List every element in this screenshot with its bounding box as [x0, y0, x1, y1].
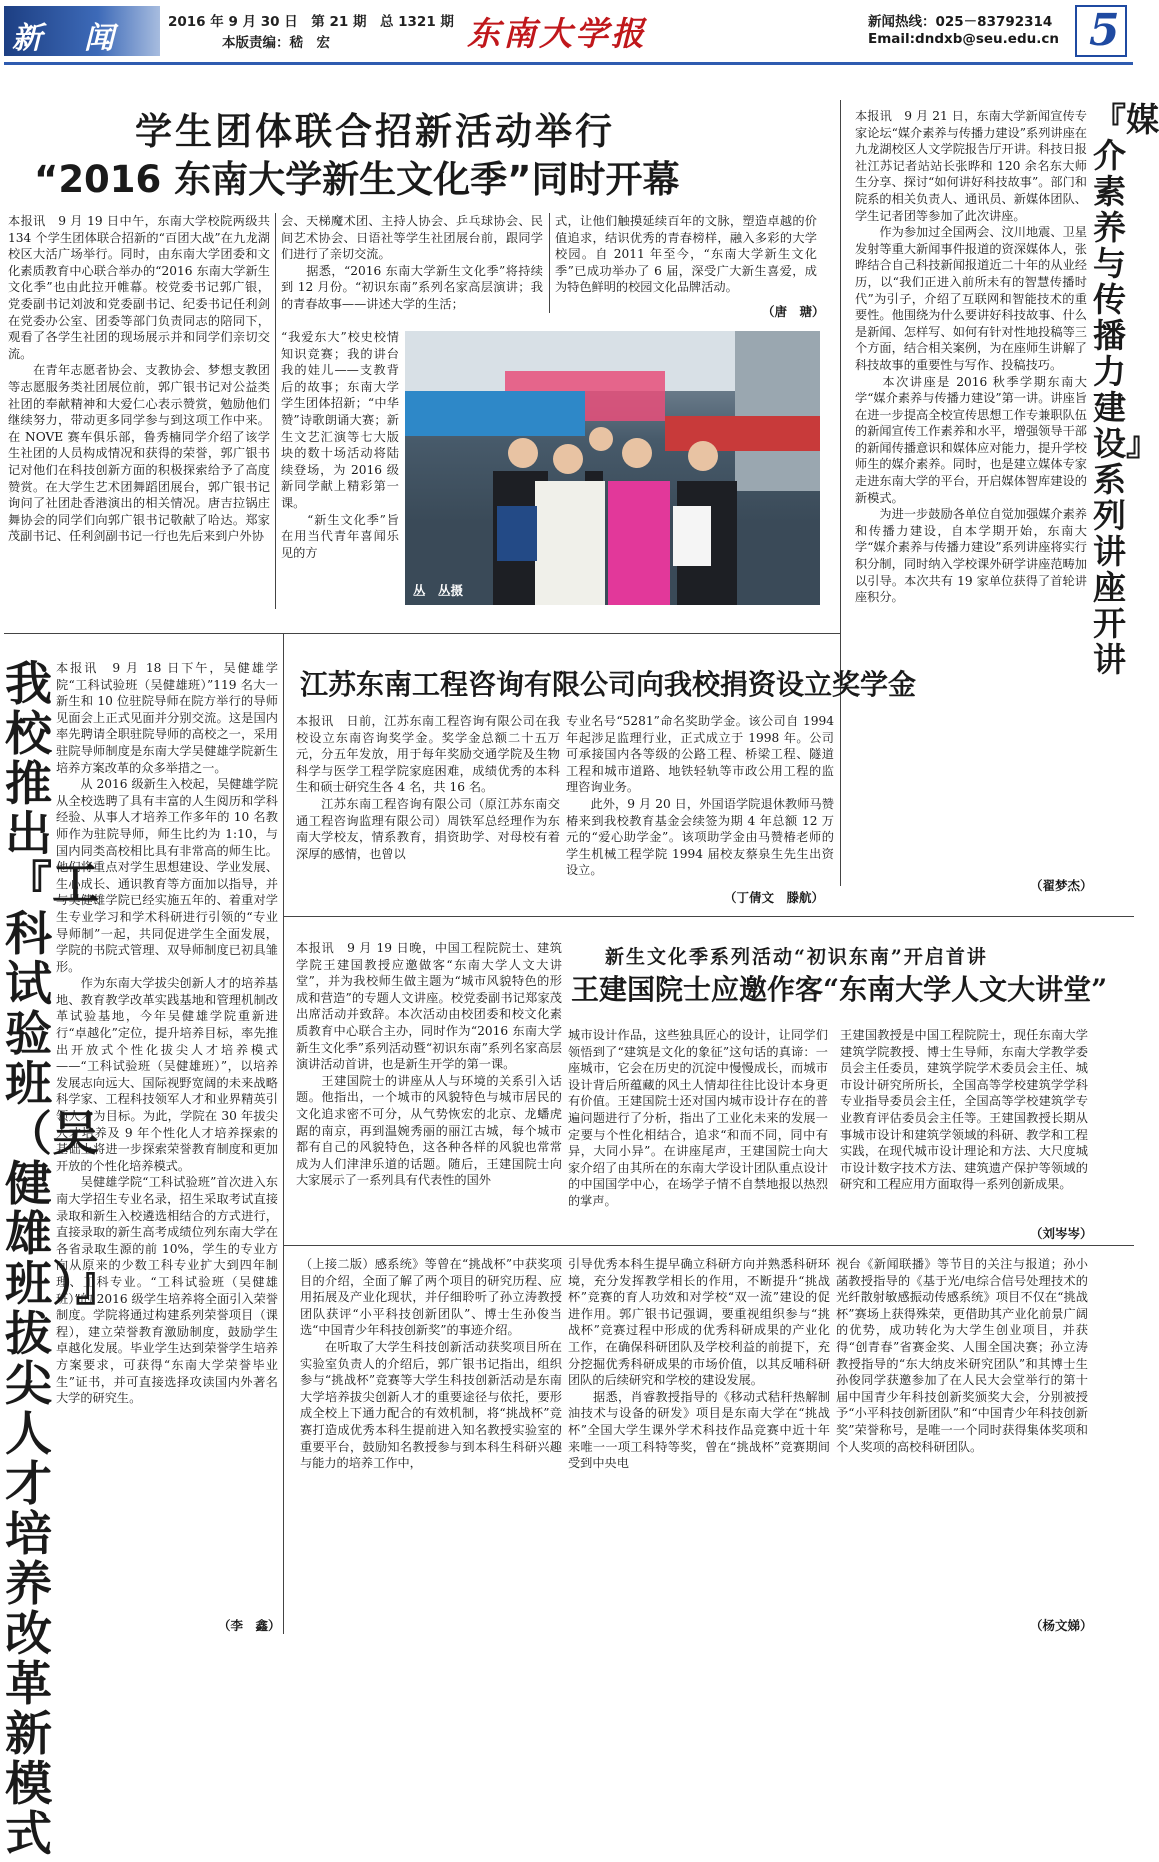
- article1-headline-2: “2016 东南大学新生文化季”同时开幕: [34, 158, 680, 201]
- article5-col-2: 城市设计作品，这些独具匠心的设计，让同学们领悟到了“建筑是文化的象征”这句话的真谛：一座城市，它会在历史的沉淀中慢慢成长，而城市设计背后所蕴藏的风土人情却往往比设计本身更有价值。王建国院士还对国内城市设计存在的普遍问题进行了分析，指出了工业化未来的发展一定要与个性化相结合，追求“和而不同，同中有异，大同小异”。在讲座尾声，王建国院士向大家介绍了由其所在的东南大学设计团队重点设计的中国国学中心，在场学子情不自禁地报以热烈的掌声。: [568, 1028, 828, 1208]
- article6-col-3: 视台《新闻联播》等节目的关注与报道；孙小菡教授指导的《基于光/电综合信号处理技术的光纤散射敏感振动传感系统》项目不仅在“挑战杯”赛场上获得殊荣，更借助其产业化前景广阔的优势，成功转化为大学生创业项目，并获得“创青春”省赛金奖、人围全国决赛；孙立涛教授指导的“东大纳皮米研究团队”和其博士生孙俊同学获邀参加了在人民大会堂举行的第十届中国青少年科技创新奖颁奖大会，分别被授予“小平科技创新团队”和“中国青少年科技创新奖”荣誉称号，是唯一一个同时获得集体奖项和个人奖项的高校科研团队。: [836, 1257, 1088, 1454]
- page-number: 5: [1089, 5, 1120, 56]
- newspaper-masthead: 东南大学报: [467, 14, 647, 53]
- event-photo-scene: [405, 331, 820, 605]
- article5-headline: 王建国院士应邀作客“东南大学人文大讲堂”: [571, 973, 1108, 1006]
- article2-headline: 『媒介素养与传播力建设』系列讲座开讲: [1093, 100, 1159, 679]
- divider-below-article4: [284, 916, 1134, 917]
- article1-col-2-top: 会、天梯魔术团、主持人协会、乒乓球协会、民间艺术协会、日语社等学生社团展台前，跟同学们进行了亲切交流。 据悉，“2016 东南大学新生文化季”将持续到 12 月份。“初识东南”系列名家高层演讲；我的青春故事——讲述大学的生活；: [281, 214, 543, 311]
- article2-body: 本报讯 9 月 21 日，东南大学新闻宣传专家论坛“媒介素养与传播力建设”系列讲座在九龙湖校区人文学院报告厅开讲。科技日报社江苏记者站站长张晔和 120 余名东大师生分享、探讨“如何讲好科技故事”。部门和院系的相关负责人、通讯员、新媒体团队、学生记者团等参加了此次讲座。 作为参加过全国两会、汶川地震、卫星发射等重大新闻事件报道的资深媒体人，张晔结合自己科技新闻报道近二十年的从业经历，以“我们正进入前所未有的智慧传播时代”为引子，介绍了互联网和智能技术的重要性。他围绕为什么要讲好科技故事、什么是新闻、怎样写、如何有针对性地投稿等三个方面，结合相关案例，为在座师生讲解了科技故事的重要性与写作、投稿技巧。 本次讲座是 2016 秋季学期东南大学“媒介素养与传播力建设”第一讲。讲座旨在进一步提高全校宣传思想工作专兼职队伍的新闻宣传工作素养和水平，增强领导干部的新闻传播意识和媒体应对能力，提升学校师生的媒介素养。同时，也是建立媒体专家走进东南大学的平台，开启媒体智库建设的新模式。 为进一步鼓励各单位自觉加强媒介素养和传播力建设，自本学期开始，东南大学“媒介素养与传播力建设”系列讲座将实行积分制，同时纳入学校课外研学讲座范畴加以引导。本次共有 19 家单位获得了首轮讲座积分。: [855, 109, 1087, 605]
- article5-col-1: 本报讯 9 月 19 日晚，中国工程院院士、建筑学院王建国教授应邀做客“东南大学人文大讲堂”，并为我校师生做主题为“城市风貌特色的形成和营造”的专题人文讲座。校党委副书记郑家茂出席活动并致辞。本次活动由校团委和校文化素质教育中心联合主办，同时作为“2016 东南大学新生文化季”系列活动暨“初识东南”系列名家高层演讲活动首讲，也是新生开学的第一课。 王建国院士的讲座从人与环境的关系引入话题。他指出，一个城市的风貌特色与城市居民的文化追求密不可分，从气势恢宏的北京、龙蟠虎踞的南京，再到温婉秀丽的丽江古城，每个城市都有自己的风貌特色，这各种各样的风貌也常常成为人们津津乐道的话题。随后，王建国院士向大家展示了一系列具有代表性的国外: [296, 941, 562, 1188]
- article4-col-2: 专业名号“5281”命名奖助学金。该公司自 1994 年起涉足监理行业，正式成立于 1998 年。公司可承接国内各等级的公路工程、桥梁工程、隧道工程和城市道路、地铁轻轨等市政公用工程的监理咨询业务。 此外，9 月 20 日，外国语学院退休教师马赞椿来到我校教育基金会续签为期 4 年总额 12 万元的“爱心助学金”。该项助学金由马赞椿老师的学生机械工程学院 1994 届校友蔡泉生先生出资设立。: [566, 714, 834, 878]
- article1-col-1: 本报讯 9 月 19 日中午，东南大学校院两级共 134 个学生团体联合招新的“百团大战”在九龙湖校区大活广场举行。同时，由东南大学团委和文化素质教育中心联合举办的“2016 东南大学新生文化季”也由此拉开帷幕。校党委书记郭广银，党委副书记刘波和党委副书记、纪委书记任利剑在党委办公室、团委等部门负责同志的陪同下，观看了各学生社团的现场展示并和同学们亲切交流。 在青年志愿者协会、支教协会、梦想支教团等志愿服务类社团展位前，郭广银书记对公益类社团的奉献精神和大爱仁心表示赞赏，勉励他们继续努力，带动更多同学参与到这项工作中来。在 NOVE 赛车俱乐部，鲁秀楠同学介绍了该学生社团的人员构成情况和获得的荣誉，郭广银书记对他们在科技创新方面的积极探索给予了高度赞赏。在大学生艺术团舞蹈团展台，郭广银书记询问了社团赴香港演出的相关情况。唐吉拉锅庄舞协会的同学们向郭广银书记敬献了哈达。郑家茂副书记、任利剑副书记一行也先后来到户外协: [8, 214, 270, 544]
- article5-kicker: 新生文化季系列活动“初识东南”开启首讲: [605, 946, 988, 968]
- divider-below-article1: [4, 633, 840, 634]
- article1-col-divider-1: [275, 213, 276, 609]
- article3-headline: 我校推出『工科试验班（吴健雄班）』拔尖人才培养改革新模式: [5, 657, 123, 1862]
- editor-line: 本版责编：嵇 宏: [222, 35, 330, 51]
- article5-col-3: 王建国教授是中国工程院院士，现任东南大学建筑学院教授、博士生导师，东南大学教学委员会主任委员，建筑学院学术委员会主任、城市设计研究所所长，全国高等学校建筑学学科专业指导委员会主任，全国高等学校建筑学专业教育评估委员会主任等。王建国教授长期从事城市设计和建筑学领域的科研、教学和工程实践，在现代城市设计理论和方法、大尺度城市设计数字技术方法、建筑遗产保护等领域的研究和工程应用方面取得一系列创新成果。: [840, 1028, 1088, 1192]
- article6-col-2: 引导优秀本科生提早确立科研方向并熟悉科研环境，充分发挥教学相长的作用，不断提升“挑战杯”竞赛的育人功效和对学校“双一流”建设的促进作用。郭广银书记强调，要重视组织参与“挑战杯”竞赛过程中形成的优秀科研成果的产业化工作，在确保科研团队及学校利益的前提下，充分挖掘优秀科研成果的市场价值，以其反哺科研团队的后续研究和学校的建设发展。 据悉，肖睿教授指导的《移动式秸秆热解制油技术与设备的研发》项目是东南大学在“挑战杯”全国大学生课外学术科技作品竞赛中近十年来唯一一项工科特等奖，曾在“挑战杯”竞赛期间受到中央电: [568, 1257, 830, 1471]
- article3-byline: （李 鑫）: [218, 1618, 281, 1633]
- page-number-box: [1075, 5, 1127, 57]
- article3-body: 本报讯 9 月 18 日下午，吴健雄学院“工科试验班（吴健雄班）”119 名大一新生和 10 位驻院导师在院方举行的导师见面会上正式见面并分别交流。这是国内率先聘请全职驻院导师的高校之一，采用驻院导师制度是东南大学吴健雄学院新生培养方案改革的众多举措之一。 从 2016 级新生入校起，吴健雄学院从全校选聘了具有丰富的人生阅历和学科经验、从事人才培养工作多年的 10 名教师作为驻院导师，师生比约为 1:10，与国内同类高校相比具有非常高的师生比。他们将重点对学生思想建设、学业发展、生心成长、通识教育等方面加以指导，并与吴健雄学院已经实施五年的、着重对学生专业学习和学术科研进行引领的“专业导师制”一起，共同促进学生全面发展，学院的书院式管理、双导师制度已初具雏形。 作为东南大学拔尖创新人才的培养基地、教育教学改革实践基地和管理机制改革试验基地，今年吴健雄学院重新进行“卓越化”定位，提升培养目标，率先推出开放式个性化拔尖人才培养模式——“工科试验班（吴健雄班）”，以培养发展志向远大、国际视野宽阔的未来战略科学家、工程科技领军人才和业界精英引领人才为目标。为此，学院在 30 年拔尖人才培养及 9 年个性化人才培养探索的基础上将进一步探索荣誉教育制度和更加开放的个性化培养模式。 吴健雄学院“工科试验班”首次进入东南大学招生专业名录，招生采取考试直接录取和新生入校遴选相结合的方式进行，直接录取的新生高考成绩位列东南大学在各省录取生源的前 10%，学生的专业方向从原来的少数工科专业扩大到四年制理、工科专业。“工科试验班（吴健雄班）”的 2016 级学生培养将全面引入荣誉制度。学院将通过构建系列荣誉项目（课程），建立荣誉教育激励制度，鼓励学生卓越化发展。毕业学生达到荣誉学生培养方案要求，可获得“东南大学荣誉毕业生”证书，并可直接选择攻读国内外著名大学的研究生。: [56, 661, 278, 1406]
- news-hotline: 新闻热线：025－83792314: [868, 14, 1053, 30]
- article1-col-2-side: “我爱东大”校史校情知识竞赛；我的讲台我的娃儿——支教背后的故事；东南大学学生团体招新；“中华赞”诗歌朗诵大赛；新生文艺汇演等七大版块的数十场活动将陆续登场，为 2016 级新同学献上精彩第一课。 “新生文化季”旨在用当代青年喜闻乐见的方: [281, 330, 399, 560]
- section-label: 新 闻: [12, 21, 120, 56]
- article1-col-3: 式，让他们触摸延续百年的文脉，塑造卓越的价值追求，结识优秀的青春榜样，融入多彩的大学校园。自 2011 年至今，“东南大学新生文化季”已成功举办了 6 届，深受广大新生喜爱，成为特色鲜明的校园文化品牌活动。: [555, 214, 817, 295]
- article4-byline: （丁倩文 滕航）: [724, 890, 825, 905]
- left-column-divider: [283, 634, 284, 1634]
- article5-byline: （刘岑岑）: [1030, 1226, 1093, 1241]
- article6-byline: （杨文娣）: [1030, 1618, 1093, 1633]
- masthead-bar: [0, 0, 1137, 62]
- article1-headline-1: 学生团体联合招新活动举行: [135, 110, 615, 153]
- event-photo: [405, 331, 820, 605]
- article2-byline: （翟梦杰）: [1030, 878, 1093, 893]
- date-line: 2016 年 9 月 30 日 第 21 期 总 1321 期: [168, 14, 454, 30]
- article4-headline: 江苏东南工程咨询有限公司向我校捐资设立奖学金: [300, 668, 917, 701]
- email-address: Email:dndxb@seu.edu.cn: [868, 31, 1059, 47]
- right-column-divider: [840, 100, 841, 886]
- section-label-box: [4, 6, 160, 56]
- masthead-rule: [4, 62, 1133, 65]
- article4-col-1: 本报讯 日前，江苏东南工程咨询有限公司在我校设立东南咨询奖学金。奖学金总额二十五万元，分五年发放，用于每年奖励交通学院及生物科学与医学工程学院家庭困难，成绩优秀的本科生和硕士研究生各 4 名，共 16 名。 江苏东南工程咨询有限公司（原江苏东南交通工程咨询监理有限公司）周铁军总经理作为东南大学校友，情系教育，捐资助学、对母校有着深厚的感情，也曾以: [296, 714, 560, 861]
- article1-byline: （唐 瑭）: [762, 304, 825, 319]
- photo-credit: 丛 丛摄: [413, 583, 464, 598]
- article6-col-1: （上接二版）感系统》等曾在“挑战杯”中获奖项目的介绍，全面了解了两个项目的研究历程、应用拓展及产业化现状，并仔细聆听了孙立涛教授团队获评“小平科技创新团队”、博士生孙俊当选“中国青少年科技创新奖”的事迹介绍。 在听取了大学生科技创新活动获奖项目所在实验室负责人的介绍后，郭广银书记指出，组织参与“挑战杯”竞赛等大学生科技创新活动是东南大学培养拔尖创新人才的重要途径与依托，要形成全校上下通力配合的有效机制，将“挑战杯”竞赛打造成优秀本科生提前进入知名教授实验室的重要平台，鼓励知名教授参与到本科生科研兴趣与能力的培养工作中，: [300, 1257, 562, 1471]
- article1-col-divider-2: [549, 213, 550, 313]
- divider-below-article5: [284, 1245, 1134, 1246]
